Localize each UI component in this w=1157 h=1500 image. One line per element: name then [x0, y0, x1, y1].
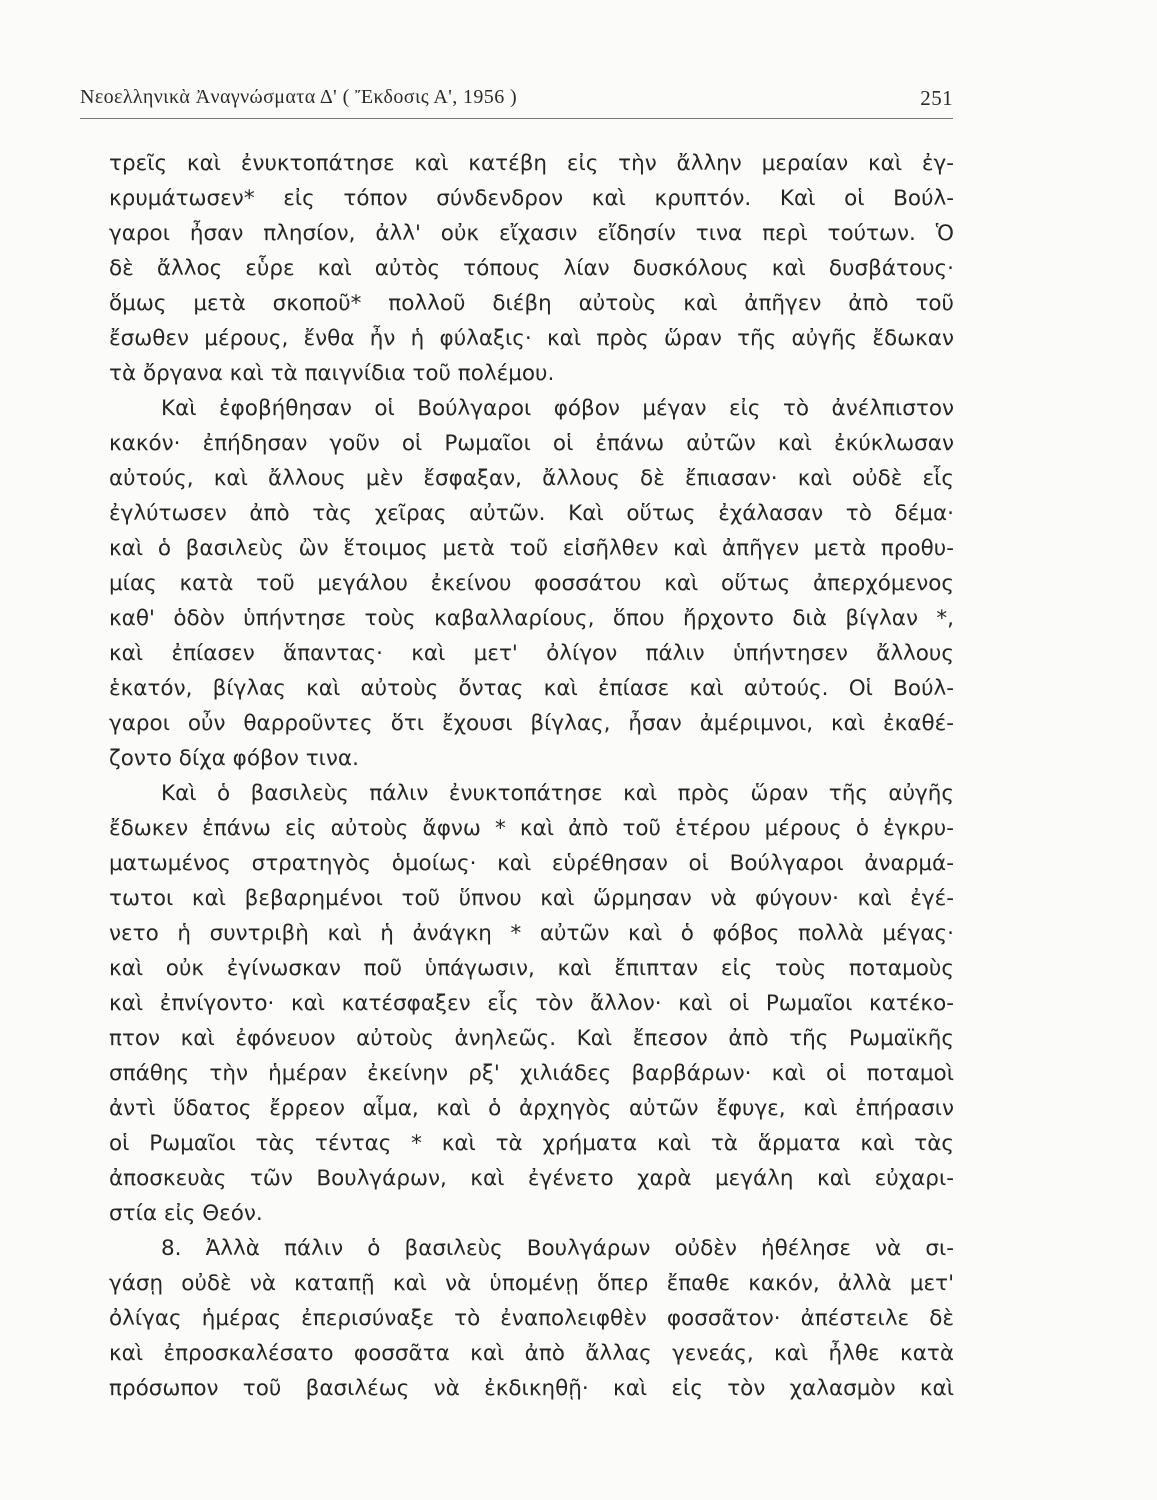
text-line: 8. Ἀλλὰ πάλιν ὁ βασιλεὺς Βουλγάρων οὐδὲν ἠθέλησε νὰ σι-	[161, 1236, 954, 1261]
text-line: καὶ ἐπνίγοντο· καὶ κατέσφαξεν εἷς τὸν ἄλλον· καὶ οἱ Ρωμαῖοι κατέκο-	[109, 991, 954, 1016]
running-title: Νεοελληνικὰ Ἀναγνώσματα Δ' ( Ἔκδοσις Α', 1956 )	[80, 86, 518, 108]
text-line: ἐγλύτωσεν ἀπὸ τὰς χεῖρας αὐτῶν. Καὶ οὕτως ἐχάλασαν τὸ δέμα·	[109, 501, 954, 526]
text-line: καὶ ἐπίασεν ἅπαντας· καὶ μετ' ὀλίγον πάλιν ὑπήντησεν ἄλλους	[109, 641, 954, 666]
text-line: τρεῖς καὶ ἐνυκτοπάτησε καὶ κατέβη εἰς τὴν ἄλλην μεραίαν καὶ ἐγ-	[109, 151, 954, 176]
text-line: κακόν· ἐπήδησαν γοῦν οἱ Ρωμαῖοι οἱ ἐπάνω αὐτῶν καὶ ἐκύκλωσαν	[109, 431, 954, 456]
text-line: ὅμως μετὰ σκοποῦ* πολλοῦ διέβη αὐτοὺς καὶ ἀπῆγεν ἀπὸ τοῦ	[109, 291, 954, 316]
text-line: ζοντο δίχα φόβον τινα.	[109, 746, 359, 771]
text-line: καὶ ὁ βασιλεὺς ὢν ἕτοιμος μετὰ τοῦ εἰσῆλθεν καὶ ἀπῆγεν μετὰ προθυ-	[109, 536, 954, 561]
text-line: οἱ Ρωμαῖοι τὰς τέντας * καὶ τὰ χρήματα καὶ τὰ ἅρματα καὶ τὰς	[109, 1131, 954, 1156]
running-header	[80, 86, 953, 116]
text-line: τωτοι καὶ βεβαρημένοι τοῦ ὕπνου καὶ ὥρμησαν νὰ φύγουν· καὶ ἐγέ-	[109, 886, 954, 911]
text-line: πτον καὶ ἐφόνευον αὐτοὺς ἀνηλεῶς. Καὶ ἔπεσον ἀπὸ τῆς Ρωμαϊκῆς	[109, 1026, 954, 1051]
text-line: πρόσωπον τοῦ βασιλέως νὰ ἐκδικηθῇ· καὶ εἰς τὸν χαλασμὸν καὶ	[109, 1376, 954, 1401]
text-line: μίας κατὰ τοῦ μεγάλου ἐκείνου φοσσάτου καὶ οὕτως ἀπερχόμενος	[109, 571, 954, 596]
text-line: ἑκατόν, βίγλας καὶ αὐτοὺς ὄντας καὶ ἐπίασε καὶ αὐτούς. Οἱ Βούλ-	[109, 676, 954, 701]
text-line: ἔδωκεν ἐπάνω εἰς αὐτοὺς ἄφνω * καὶ ἀπὸ τοῦ ἑτέρου μέρους ὁ ἐγκρυ-	[109, 816, 954, 841]
text-line: ματωμένος στρατηγὸς ὁμοίως· καὶ εὑρέθησαν οἱ Βούλγαροι ἀναρμά-	[109, 851, 954, 876]
text-line: καὶ ἐπροσκαλέσατο φοσσᾶτα καὶ ἀπὸ ἄλλας γενεάς, καὶ ἦλθε κατὰ	[109, 1341, 954, 1366]
header-rule	[80, 118, 953, 119]
text-line: νετο ἡ συντριβὴ καὶ ἡ ἀνάγκη * αὐτῶν καὶ ὁ φόβος πολλὰ μέγας·	[109, 921, 954, 946]
text-line: καὶ οὐκ ἐγίνωσκαν ποῦ ὑπάγωσιν, καὶ ἔπιπταν εἰς τοὺς ποταμοὺς	[109, 956, 954, 981]
text-line: Καὶ ὁ βασιλεὺς πάλιν ἐνυκτοπάτησε καὶ πρὸς ὥραν τῆς αὐγῆς	[161, 781, 954, 806]
text-line: γαροι οὖν θαρροῦντες ὅτι ἔχουσι βίγλας, ἦσαν ἀμέριμνοι, καὶ ἐκαθέ-	[109, 711, 954, 736]
text-line: ἀποσκευὰς τῶν Βουλγάρων, καὶ ἐγένετο χαρὰ μεγάλη καὶ εὐχαρι-	[109, 1166, 954, 1191]
text-line: γαροι ἦσαν πλησίον, ἀλλ' οὐκ εἴχασιν εἴδησίν τινα περὶ τούτων. Ὁ	[109, 221, 954, 246]
text-line: ἔσωθεν μέρους, ἔνθα ἦν ἡ φύλαξις· καὶ πρὸς ὥραν τῆς αὐγῆς ἔδωκαν	[109, 326, 954, 351]
text-line: Καὶ ἐφοβήθησαν οἱ Βούλγαροι φόβον μέγαν εἰς τὸ ἀνέλπιστον	[161, 396, 954, 421]
text-line: σπάθης τὴν ἡμέραν ἐκείνην ρξ' χιλιάδες βαρβάρων· καὶ οἱ ποταμοὶ	[109, 1061, 954, 1086]
text-line: δὲ ἄλλος εὗρε καὶ αὐτὸς τόπους λίαν δυσκόλους καὶ δυσβάτους·	[109, 256, 954, 281]
page-number: 251	[920, 86, 953, 110]
text-line: ἀντὶ ὕδατος ἔρρεον αἷμα, καὶ ὁ ἀρχηγὸς αὐτῶν ἔφυγε, καὶ ἐπήρασιν	[109, 1096, 954, 1121]
text-line: τὰ ὄργανα καὶ τὰ παιγνίδια τοῦ πολέμου.	[109, 361, 555, 386]
body-text	[109, 146, 954, 1406]
text-line: γάσῃ οὐδὲ νὰ καταπῇ καὶ νὰ ὑπομένῃ ὅπερ ἔπαθε κακόν, ἀλλὰ μετ'	[109, 1271, 954, 1296]
text-line: κρυμάτωσεν* εἰς τόπον σύνδενδρον καὶ κρυπτόν. Καὶ οἱ Βούλ-	[109, 186, 954, 211]
text-line: ὀλίγας ἡμέρας ἐπερισύναξε τὸ ἐναπολειφθὲν φοσσᾶτον· ἀπέστειλε δὲ	[109, 1306, 954, 1331]
text-line: καθ' ὁδὸν ὑπήντησε τοὺς καβαλλαρίους, ὅπου ἤρχοντο διὰ βίγλαν *,	[109, 606, 954, 631]
text-line: αὐτούς, καὶ ἄλλους μὲν ἔσφαξαν, ἄλλους δὲ ἔπιασαν· καὶ οὐδὲ εἷς	[109, 466, 954, 491]
text-line: στία εἰς Θεόν.	[109, 1201, 263, 1226]
